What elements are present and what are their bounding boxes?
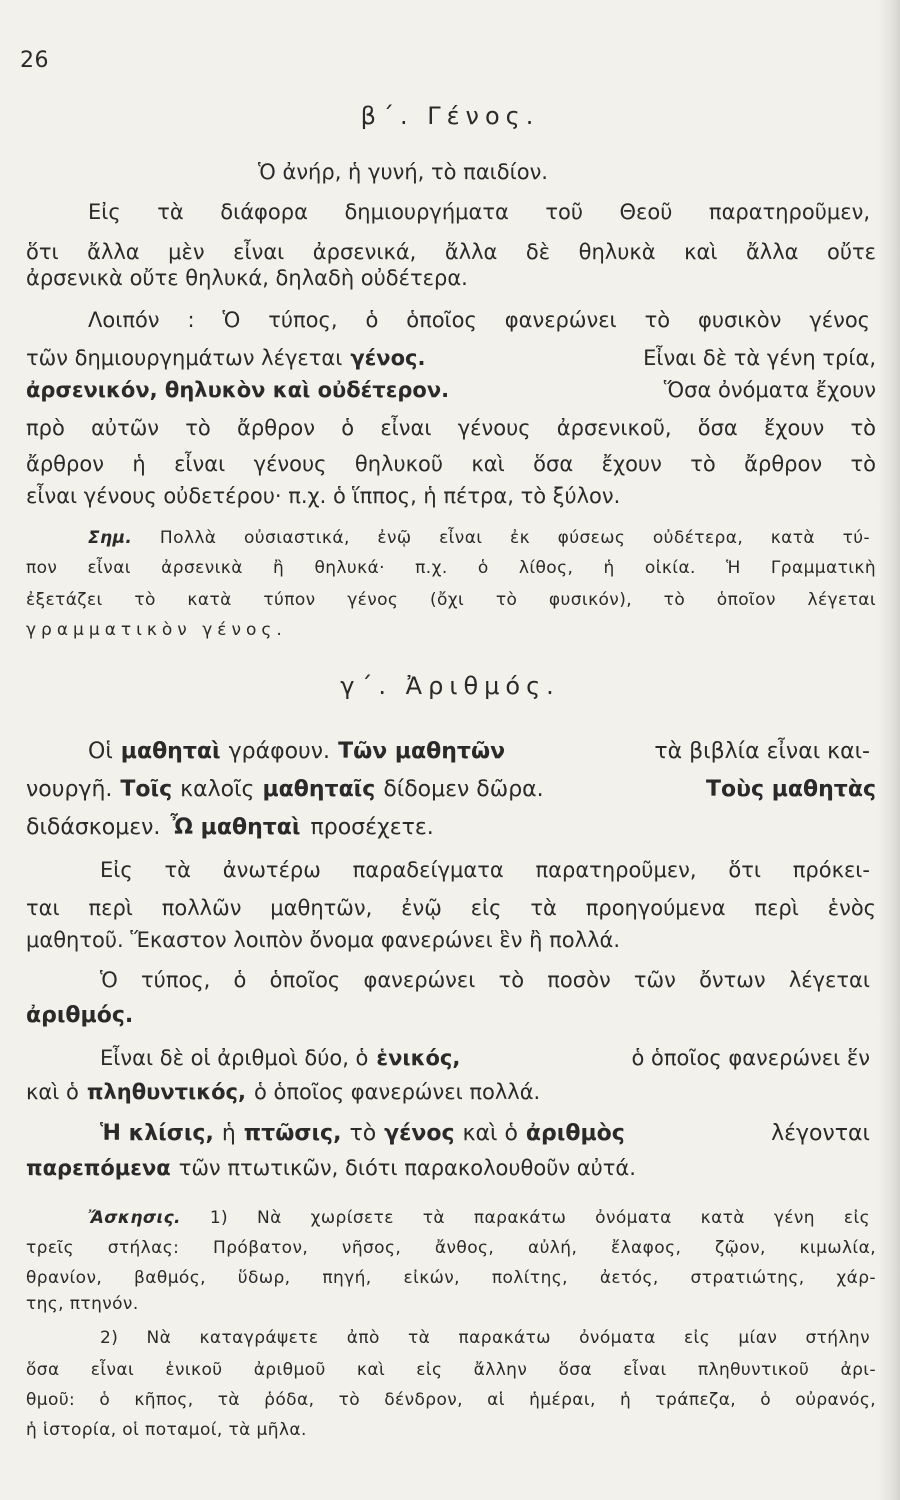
term: μαθηταὶ <box>120 739 221 764</box>
paragraph-line: Εἰς τὰ ἀνωτέρω παραδείγματα παρατηροῦμεν, ὅτι πρόκει- <box>100 858 870 882</box>
exercise-label: Ἄσκησις. <box>88 1208 181 1228</box>
paragraph-line <box>26 814 876 842</box>
paragraph-line <box>100 1120 870 1148</box>
text-span: ἡ <box>221 1121 236 1146</box>
paragraph-line: μαθητοῦ. Ἕκαστον λοιπὸν ὄνομα φανερώνει ἓν ἢ πολλά. <box>26 928 621 952</box>
term: Τοῖς <box>120 777 173 802</box>
term-enikos: ἑνικός, <box>376 1046 461 1070</box>
paragraph-line <box>26 344 876 372</box>
exercise-line: τρεῖς στήλας: Πρόβατον, νῆσος, ἄνθος, αὐλή, ἔλαφος, ζῷον, κιμωλία, <box>26 1238 876 1258</box>
paragraph-line <box>26 1002 876 1030</box>
note-line: γραμματικὸν γένος. <box>26 620 287 640</box>
text-span: γράφουν. <box>228 739 331 764</box>
term: Τοὺς μαθητὰς <box>706 777 876 802</box>
text-span: Ὅσα ὀνόματα ἔχουν <box>663 378 876 402</box>
intro-examples: Ὁ ἀνήρ, ἡ γυνή, τὸ παιδίον. <box>258 160 548 184</box>
note-line: πον εἶναι ἀρσενικὰ ἢ θηλυκά· π.χ. ὁ λίθος, ἡ οἰκία. Ἡ Γραμματικὴ <box>26 558 876 578</box>
text-span: Πολλὰ οὐσιαστικά, ἐνῷ εἶναι ἐκ φύσεως οὐδέτερα, κατὰ τύ- <box>159 528 870 548</box>
text-span: τὰ βιβλία εἶναι και- <box>654 739 870 764</box>
text-span: προσέχετε. <box>310 815 434 840</box>
text-span: τῶν πτωτικῶν, διότι παρακολουθοῦν αὐτά. <box>178 1156 636 1180</box>
paragraph-line <box>100 1044 870 1072</box>
term: μαθηταῖς <box>262 777 376 802</box>
text-span: Εἶναι δὲ οἱ ἀριθμοὶ δύο, ὁ <box>100 1046 369 1070</box>
term: Τῶν μαθητῶν <box>338 739 506 764</box>
text-span: δίδομεν δῶρα. <box>383 777 544 802</box>
exercise-line: της, πτηνόν. <box>26 1294 139 1314</box>
paragraph-line: εἶναι γένους οὐδετέρου· π.χ. ὁ ἵππος, ἡ πέτρα, τὸ ξύλον. <box>26 484 621 508</box>
text-span: τὸ <box>349 1121 377 1146</box>
note-line: ἐξετάζει τὸ κατὰ τύπον γένος (ὄχι τὸ φυσικόν), τὸ ὁποῖον λέγεται <box>26 590 876 610</box>
text-span: Εἶναι δὲ τὰ γένη τρία, <box>643 346 876 370</box>
term: Ὦ μαθηταὶ <box>170 815 301 840</box>
paragraph-line: ἄρθρον ἡ εἶναι γένους θηλυκοῦ καὶ ὅσα ἔχουν τὸ ἄρθρον τὸ <box>26 452 876 476</box>
paragraph-line: Ὁ τύπος, ὁ ὁποῖος φανερώνει τὸ ποσὸν τῶν ὄντων λέγεται <box>100 968 870 992</box>
paragraph-line <box>88 738 870 766</box>
page-number: 26 <box>20 48 49 73</box>
paragraph-line: Εἰς τὰ διάφορα δημιουργήματα τοῦ Θεοῦ παρατηροῦμεν, <box>88 200 870 224</box>
term-plithyntikos: πληθυντικός, <box>86 1080 246 1104</box>
text-span: 1) Νὰ χωρίσετε τὰ παρακάτω ὀνόματα κατὰ γένη εἰς <box>209 1208 870 1228</box>
note-label: Σημ. <box>88 528 133 548</box>
text-span: τῶν δημιουργημάτων λέγεται <box>26 346 343 370</box>
paragraph-line: Λοιπόν : Ὁ τύπος, ὁ ὁποῖος φανερώνει τὸ φυσικὸν γένος <box>88 308 870 332</box>
term: Ἡ κλίσις, <box>100 1121 214 1146</box>
term: γένος <box>384 1121 455 1146</box>
text-span: νουργῆ. <box>26 777 113 802</box>
paragraph-line: πρὸ αὐτῶν τὸ ἄρθρον ὁ εἶναι γένους ἀρσενικοῦ, ὅσα ἔχουν τὸ <box>26 416 876 440</box>
page-edge-shadow <box>878 0 900 1500</box>
text-span: ὁ ὁποῖος φανερώνει πολλά. <box>253 1080 541 1104</box>
paragraph-line: ἀρσενικὰ οὔτε θηλυκά, δηλαδὴ οὐδέτερα. <box>26 266 468 290</box>
text-span: ὁ ὁποῖος φανερώνει ἕν <box>631 1046 870 1070</box>
term: πτῶσις, <box>243 1121 342 1146</box>
paragraph-line: ὅτι ἄλλα μὲν εἶναι ἀρσενικά, ἄλλα δὲ θηλυκὰ καὶ ἄλλα οὔτε <box>26 240 876 264</box>
exercise-line: θμοῦ: ὁ κῆπος, τὰ ῥόδα, τὸ δένδρον, αἱ ἡμέραι, ἡ τράπεζα, ὁ οὐρανός, <box>26 1390 876 1410</box>
paragraph-line: ται περὶ πολλῶν μαθητῶν, ἐνῷ εἰς τὰ προηγούμενα περὶ ἑνὸς <box>26 896 876 920</box>
section-heading-arithmos: γ΄. Ἀριθμός. <box>340 672 560 700</box>
exercise-line: ἡ ἱστορία, οἱ ποταμοί, τὰ μῆλα. <box>26 1420 307 1440</box>
text-span: καὶ ὁ <box>26 1080 79 1104</box>
term: ἀριθμὸς <box>525 1121 625 1146</box>
text-span: καλοῖς <box>180 777 255 802</box>
term-parepomena: παρεπόμενα <box>26 1156 171 1180</box>
paragraph-line <box>26 376 876 404</box>
paragraph-line <box>26 1078 876 1106</box>
note-line <box>88 526 870 550</box>
term-genos: γένος. <box>350 346 426 370</box>
exercise-line: ὅσα εἶναι ἑνικοῦ ἀριθμοῦ καὶ εἰς ἄλλην ὅσα εἶναι πληθυντικοῦ ἀρι- <box>26 1360 876 1380</box>
exercise-line: θρανίον, βαθμός, ὕδωρ, πηγή, εἰκών, πολίτης, ἀετός, στρατιώτης, χάρ- <box>26 1268 876 1288</box>
term-three-genders: ἀρσενικόν, θηλυκὸν καὶ οὐδέτερον. <box>26 378 450 402</box>
paragraph-line <box>26 1154 876 1182</box>
text-span: καὶ ὁ <box>462 1121 518 1146</box>
exercise-line: 2) Νὰ καταγράψετε ἀπὸ τὰ παρακάτω ὀνόματα εἰς μίαν στήλην <box>100 1328 870 1348</box>
paragraph-line <box>26 776 876 804</box>
term-arithmos: ἀριθμός. <box>26 1003 134 1028</box>
section-heading-genos: β΄. Γένος. <box>360 102 540 130</box>
text-span: λέγονται <box>771 1121 870 1146</box>
exercise-line <box>88 1206 870 1230</box>
text-span: Οἱ <box>88 739 113 764</box>
text-span: διδάσκομεν. <box>26 815 161 840</box>
